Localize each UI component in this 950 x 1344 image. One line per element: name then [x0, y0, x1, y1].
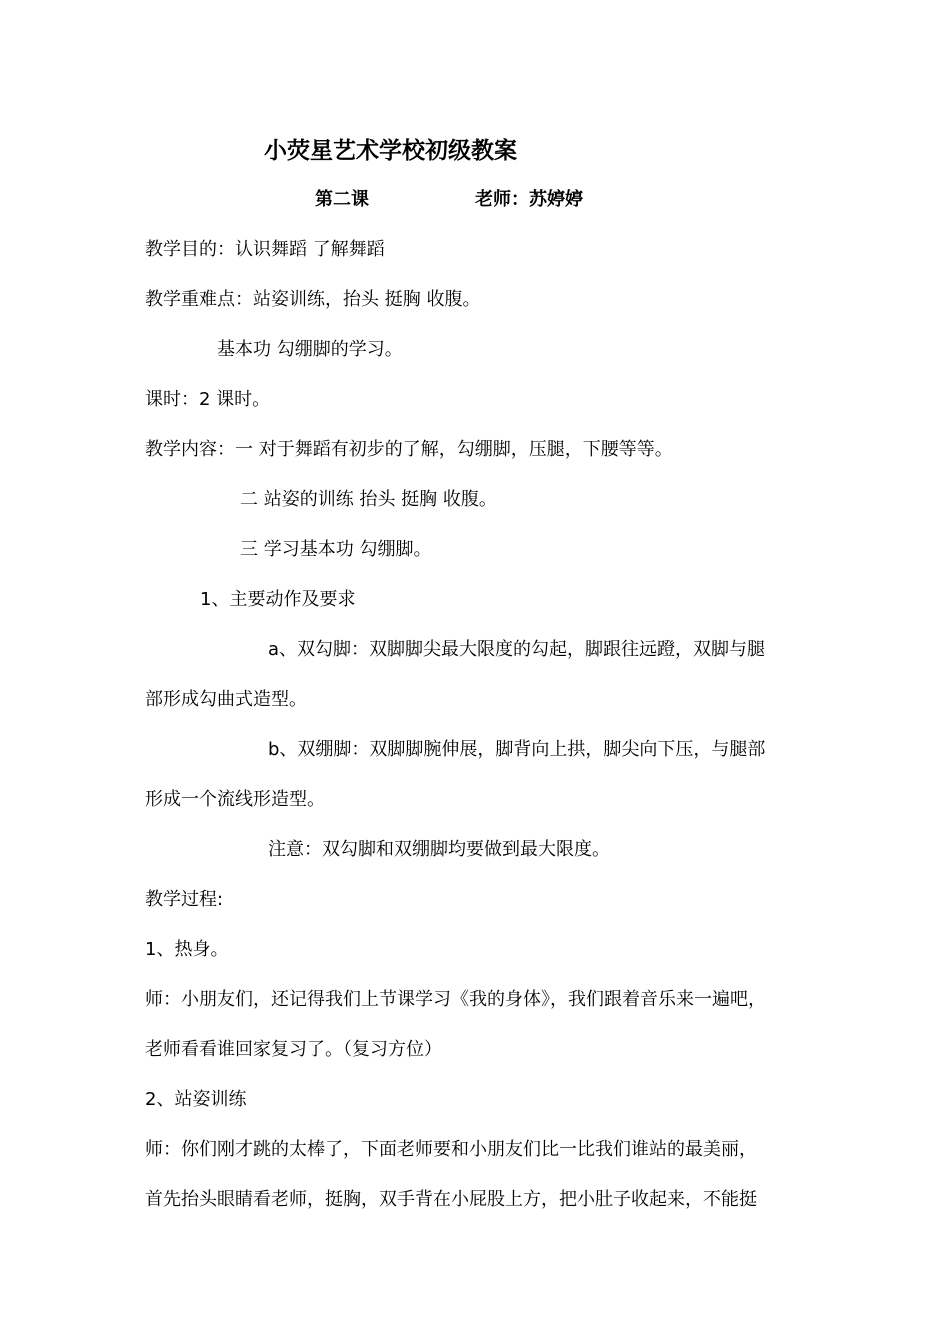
- teaching-process-heading: 教学过程:: [145, 889, 224, 910]
- double-flex-foot-cont: 部形成勾曲式造型。: [145, 689, 307, 710]
- lesson-number: 第二课: [315, 189, 369, 210]
- teacher-name: 老师：苏婷婷: [475, 189, 583, 210]
- double-point-foot-cont: 形成一个流线形造型。: [145, 789, 325, 810]
- class-hours: 课时：2 课时。: [145, 389, 271, 410]
- main-actions-heading: 1、主要动作及要求: [200, 589, 356, 610]
- teaching-key-points: 教学重难点：站姿训练，抬头 挺胸 收腹。: [145, 289, 481, 310]
- teaching-key-points-cont: 基本功 勾绷脚的学习。: [217, 339, 403, 360]
- teaching-content-2: 二 站姿的训练 抬头 挺胸 收腹。: [240, 489, 497, 510]
- warmup-heading: 1、热身。: [145, 939, 229, 960]
- note: 注意：双勾脚和双绷脚均要做到最大限度。: [268, 839, 610, 860]
- double-point-foot: b、双绷脚：双脚脚腕伸展，脚背向上拱，脚尖向下压，与腿部: [268, 739, 766, 760]
- posture-training-text-2: 首先抬头眼睛看老师，挺胸，双手背在小屁股上方，把小肚子收起来，不能挺: [145, 1189, 757, 1210]
- teaching-content-3: 三 学习基本功 勾绷脚。: [240, 539, 432, 560]
- document-title: 小荧星艺术学校初级教案: [264, 138, 517, 164]
- teaching-content-1: 教学内容：一 对于舞蹈有初步的了解，勾绷脚，压腿，下腰等等。: [145, 439, 673, 460]
- double-flex-foot: a、双勾脚：双脚脚尖最大限度的勾起，脚跟往远蹬，双脚与腿: [268, 639, 766, 660]
- posture-training-heading: 2、站姿训练: [145, 1089, 247, 1110]
- posture-training-text-1: 师：你们刚才跳的太棒了，下面老师要和小朋友们比一比我们谁站的最美丽，: [145, 1139, 757, 1160]
- warmup-text-2: 老师看看谁回家复习了。（复习方位）: [145, 1039, 442, 1060]
- teaching-objective: 教学目的：认识舞蹈 了解舞蹈: [145, 239, 385, 260]
- warmup-text-1: 师：小朋友们，还记得我们上节课学习《我的身体》，我们跟着音乐来一遍吧，: [145, 989, 766, 1010]
